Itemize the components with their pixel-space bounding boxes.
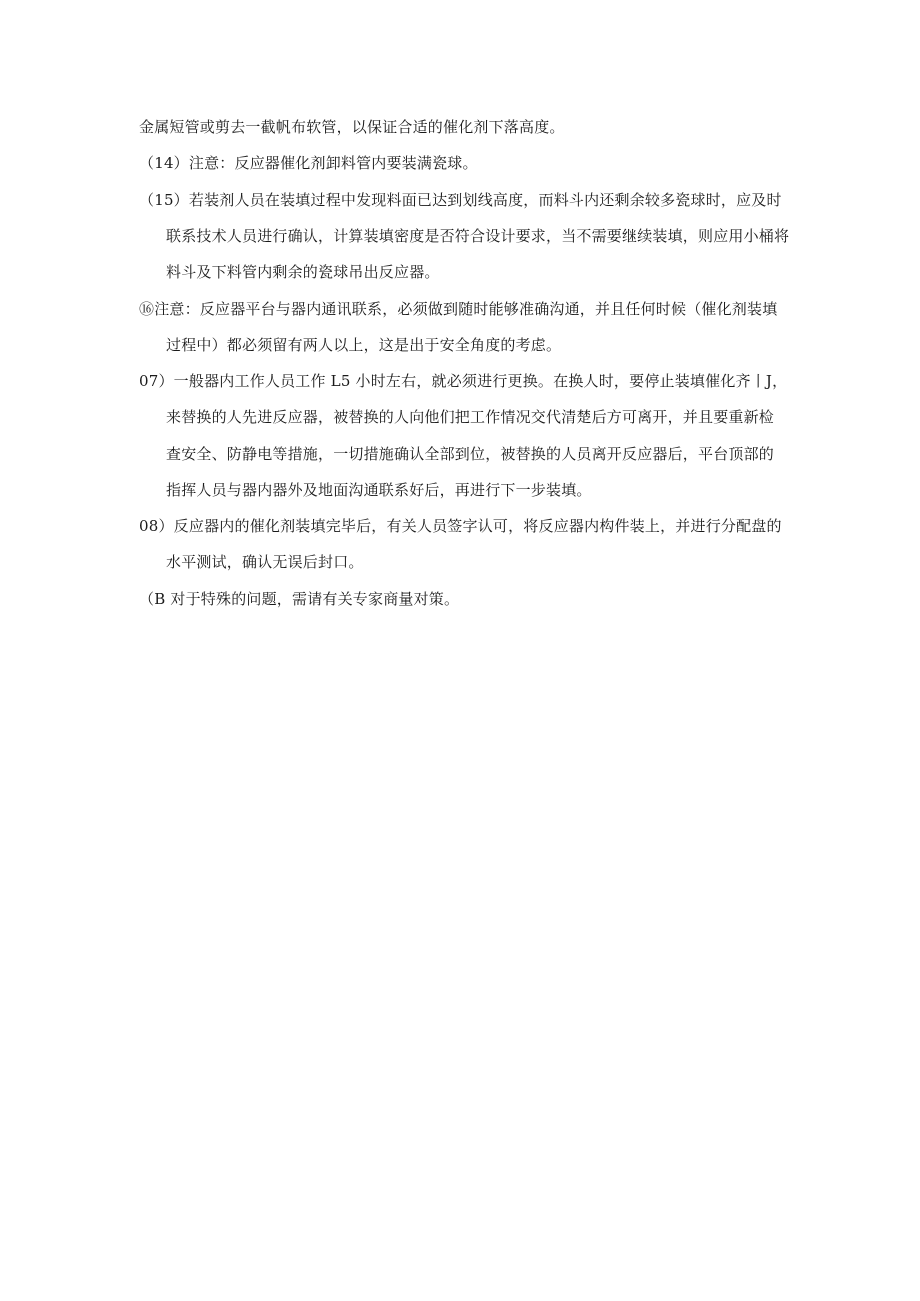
text-line: 指挥人员与器内器外及地面沟通联系好后，再进行下一步装填。 — [166, 481, 592, 499]
text-line: 水平测试，确认无误后封口。 — [166, 553, 364, 571]
text-line: （14）注意：反应器催化剂卸料管内要装满瓷球。 — [139, 154, 478, 172]
text-line: 查安全、防静电等措施，一切措施确认全部到位，被替换的人员离开反应器后，平台顶部的 — [166, 445, 775, 463]
text-line: 料斗及下料管内剩余的瓷球吊出反应器。 — [166, 263, 440, 281]
text-line: ⑯注意：反应器平台与器内通讯联系，必须做到随时能够准确沟通，并且任何时候（催化剂装填 — [139, 300, 778, 318]
text-line: 08）反应器内的催化剂装填完毕后，有关人员签字认可，将反应器内构件装上，并进行分配盘的 — [139, 517, 782, 535]
text-line: 07）一般器内工作人员工作 L5 小时左右，就必须进行更换。在换人时，要停止装填催化齐丨J， — [139, 372, 788, 390]
text-line: （B 对于特殊的问题，需请有关专家商量对策。 — [139, 590, 460, 608]
text-line: 联系技术人员进行确认，计算装填密度是否符合设计要求，当不需要继续装填，则应用小桶将 — [166, 227, 790, 245]
text-line: 金属短管或剪去一截帆布软管，以保证合适的催化剂下落高度。 — [139, 118, 565, 136]
text-line: 来替换的人先进反应器，被替换的人向他们把工作情况交代清楚后方可离开，并且要重新检 — [166, 408, 775, 426]
text-line: 过程中）都必须留有两人以上，这是出于安全角度的考虑。 — [166, 336, 562, 354]
text-line: （15）若装剂人员在装填过程中发现料面已达到划线高度，而料斗内还剩余较多瓷球时，应及时 — [139, 191, 782, 209]
